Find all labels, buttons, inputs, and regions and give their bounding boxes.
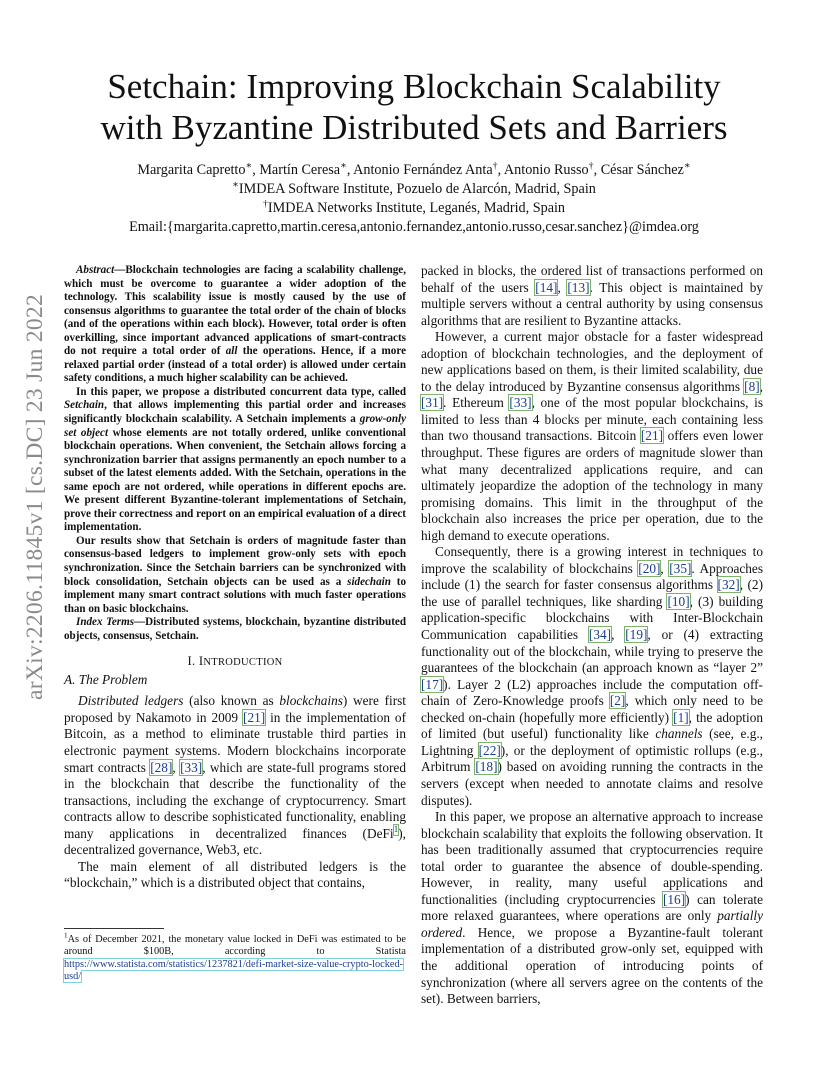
author-name: Antonio Fernández Anta <box>353 162 493 178</box>
text-run: . Ethereum <box>443 395 510 411</box>
text-run: However, a current major obstacle for a faster widespread adoption of blockchain technologies, and the deployment of new applications based on them, is their limited scalability, due to the delay introduced by Byzantine consensus algorithms <box>421 329 763 394</box>
citation-link[interactable]: [16] <box>662 891 686 907</box>
index-terms <box>64 616 406 643</box>
text-run: ), decentralized governance, Web3, etc. <box>64 825 406 858</box>
author-mark: † <box>492 160 498 172</box>
footnote <box>64 931 406 983</box>
text-run: . Hence, we propose a Byzantine-fault tolerant implementation of a distributed grow-only set, equipped with the additional operation of introducing points of synchronization (where all servers agree on the contents of the set). Between barriers, <box>421 924 763 1007</box>
paper-title <box>90 66 738 148</box>
text-run: , <box>759 378 763 394</box>
text-run: , which only need to be checked on-chain (hopefully more efficiently) <box>421 693 763 725</box>
text-run: to implement many smart contract solutions with much faster operations than on basic blockchains. <box>64 575 407 615</box>
title-line-2: with Byzantine Distributed Sets and Barriers <box>100 108 728 147</box>
left-column <box>64 264 406 892</box>
abstract-label: Abstract <box>76 264 115 276</box>
text-run: —Blockchain technologies are facing a scalability challenge, which must be overcome to guarantee a wider adoption of the technology. This scalability issue is mostly caused by the use of consensus algorithms to guarantee the total order of the chain of blocks (and of the operations within each block). However, total order is often overkilling, since important advanced applications of smart-contracts do not require a total order of <box>64 264 406 358</box>
text-run: , one of the most popular blockchains, is limited to less than 4 blocks per minute, each containing less than two thousand transactions. Bitcoin <box>421 395 763 444</box>
footnote-mark: 1 <box>64 931 68 940</box>
author-mark: ∗ <box>245 160 253 172</box>
author-name: Margarita Capretto <box>137 162 246 178</box>
right-column <box>421 263 763 1008</box>
abstract-paragraph <box>64 535 406 616</box>
text-run: , which are state-full programs stored in the blockchain that describe the functionality of the transactions, including the exchange of cryptocurrency. Smart contracts allow to describe sophisticated functionality, enabling many applications in decentralized finances (DeFi <box>64 759 406 841</box>
author-list: Margarita Capretto∗, Martín Ceresa∗, Antonio Fernández Anta†, Antonio Russo†, César Sánchez∗ <box>137 160 691 178</box>
text-run: packed in blocks, the ordered list of transactions performed on behalf of the users <box>421 263 763 295</box>
text-run: . This object is maintained by multiple servers without a central authority by using consensus algorithms that are resilient to Byzantine attacks. <box>421 279 763 328</box>
citation-link[interactable]: [32] <box>717 577 740 593</box>
citation-link[interactable]: [10] <box>667 593 690 609</box>
text-run: ) can tolerate more relaxed guarantees, where operations are only <box>421 891 763 924</box>
author-name: César Sánchez <box>600 162 684 178</box>
section-heading <box>64 654 406 669</box>
text-run: , that allows implementing this partial order and increases significantly blockchain scalability. A Setchain implements a <box>64 399 406 426</box>
index-terms-label: Index Terms <box>76 616 135 629</box>
text-run: In this paper, we propose a distributed concurrent data type, called <box>76 385 406 398</box>
citation-link[interactable]: [33] <box>509 395 532 411</box>
citation-link[interactable]: [17] <box>421 676 444 692</box>
text-run: in the implementation of Bitcoin, as a method to eliminate trustable third parties in electronic payment systems. Modern blockchains incorporate smart contracts <box>64 709 406 775</box>
author-name: Antonio Russo <box>503 162 589 178</box>
text-run: —Distributed systems, blockchain, byzantine distributed objects, consensus, Setchain. <box>64 616 406 642</box>
text-run: , <box>557 279 568 295</box>
text-run: (see, e.g., Lightning <box>421 726 763 758</box>
body-paragraph: The main element of all distributed ledgers is the “blockchain,” which is a distributed object that contains, <box>64 858 406 891</box>
text-run: , <box>172 759 181 775</box>
body-paragraph <box>421 809 763 1008</box>
citation-link[interactable]: [34] <box>588 627 612 643</box>
text-run: the operations. Hence, if a more relaxed partial order (instead of a total order) is allowed under certain safety conditions, a much higher scalability can be achieved. <box>64 345 406 385</box>
citation-link[interactable]: [21] <box>640 428 664 444</box>
affiliation-mark: ∗ <box>232 179 239 191</box>
text-run: , or (4) extracting functionality out of the blockchain, while trying to preserve the guarantees of the blockchain (an approach known as “layer 2” <box>421 627 763 676</box>
author-block <box>90 161 738 237</box>
affiliation-mark: † <box>262 198 268 210</box>
text-run: , (3) building application-specific blockchains with Inter-Blockchain Communication capabilities <box>421 593 763 643</box>
subsection-heading: A. The Problem <box>64 672 148 688</box>
text-run: As of December 2021, the monetary value locked in DeFi was estimated to be around $100B, according to Statista <box>64 934 406 958</box>
text-run: , the adoption of limited (but useful) functionality like <box>421 709 763 742</box>
title-line-1: Setchain: Improving Blockchain Scalability <box>107 67 721 106</box>
text-run: partially ordered <box>421 908 763 940</box>
text-run: whose elements are not totally ordered, unlike conventional blockchain operations. When convenient, the Setchain allows forcing a synchronization barrier that assigns permanently an epoch number to a subset of the latest elements added. With the Setchain, operations in the same epoch are not ordered, while operations in different epochs are. We present different Byzantine-tolerant implementations of Setchain, prove their correctness and report on an empirical evaluation of a direct implementation. <box>64 426 407 534</box>
footnote-url-link[interactable]: https://www.statista.com/statistics/1237821/defi-market-size-value-crypto-locked-usd/ <box>64 958 404 982</box>
affiliation-2 <box>90 199 738 218</box>
text-run: Our results show that Setchain is orders of magnitude faster than consensus-based ledgers to implement grow-only sets with epoch synchronization. Since the Setchain barriers can be synchronized with block consolidation, Setchain objects can be used as a <box>64 534 406 588</box>
affiliation-text: IMDEA Networks Institute, Leganés, Madrid, Spain <box>267 200 566 216</box>
affiliation-text: IMDEA Software Institute, Pozuelo de Alarcón, Madrid, Spain <box>238 181 596 197</box>
author-mark: ∗ <box>683 160 691 172</box>
text-run: grow-only set object <box>64 413 406 439</box>
citation-link[interactable]: [14] <box>535 279 558 295</box>
text-run: , (2) the use of parallel techniques, like sharding <box>421 577 763 609</box>
text-run: (also known as <box>183 693 280 709</box>
body-paragraph <box>421 329 763 544</box>
text-run: ). Layer 2 (L2) approaches include the computation off-chain of Zero-Knowledge proofs <box>421 676 763 709</box>
citation-link[interactable]: [1] <box>673 709 689 725</box>
text-run: , <box>611 627 626 643</box>
arxiv-id: arXiv:2206.11845v1 [cs.DC] 23 Jun 2022 <box>22 293 48 700</box>
text-run: . Approaches include (1) the search for faster consensus algorithms <box>421 560 763 593</box>
footnote-link[interactable]: 1 <box>393 825 399 836</box>
text-run: Consequently, there is a growing interest in techniques to improve the scalability of blockchains <box>421 544 763 576</box>
section-title-rest: NTRODUCTION <box>203 657 283 669</box>
citation-link[interactable]: [28] <box>150 759 173 775</box>
arxiv-stamp <box>22 290 48 700</box>
text-run: all <box>225 345 238 358</box>
text-run: sidechain <box>347 575 391 588</box>
author-email: Email:{margarita.capretto,martin.ceresa,antonio.fernandez,antonio.russo,cesar.sanchez}@imdea.org <box>129 219 699 235</box>
citation-link[interactable]: [8] <box>744 378 760 394</box>
text-run: , <box>660 560 670 576</box>
text-run: In this paper, we propose an alternative approach to increase blockchain scalability that exploits the following observation. It has been traditionally assumed that cryptocurrencies require total order to guarantee the absence of double-spending. However, in reality, many useful applications and functionalities (including cryptocurrencies <box>421 809 763 907</box>
author-mark: † <box>588 160 594 172</box>
text-run: offers even lower throughput. These figures are orders of magnitude slower than what many decentralized applications require, and can ultimately jeopardize the adoption of the technology in many promising domains. This limit in the throughput of the blockchain also increases the price per operation, due to the high demand to execute operations. <box>421 428 763 543</box>
author-mark: ∗ <box>340 160 347 172</box>
section-title-initial: I <box>198 654 204 669</box>
citation-link[interactable]: [22] <box>478 742 501 758</box>
affiliation-1 <box>90 180 738 199</box>
text-run: blockchains <box>279 693 343 709</box>
citation-link[interactable]: [18] <box>475 759 498 775</box>
text-run: ), or the deployment of optimistic rollups (e.g., Arbitrum <box>421 742 763 775</box>
body-paragraph <box>64 693 406 858</box>
citation-link[interactable]: [33] <box>180 759 203 775</box>
text-run: Setchain <box>64 399 105 412</box>
text-run: Distributed ledgers <box>78 693 184 709</box>
citation-link[interactable]: [20] <box>638 560 661 576</box>
citation-link[interactable]: [13] <box>567 279 590 295</box>
author-name: Martín Ceresa <box>259 162 341 178</box>
text-run: ) were first proposed by Nakamoto in 2009 <box>64 693 406 725</box>
abstract-paragraph <box>64 264 406 386</box>
citation-link[interactable]: [19] <box>625 627 648 643</box>
footnote-divider <box>64 928 164 929</box>
text-run: channels <box>655 726 703 742</box>
text-run: ) based on avoiding running the contracts in the servers (except when needed to annotate claims and resolve disputes). <box>421 759 763 808</box>
citation-link[interactable]: [21] <box>243 709 266 725</box>
abstract-paragraph <box>64 386 406 535</box>
section-number: I. <box>187 654 199 669</box>
body-paragraph <box>421 263 763 329</box>
citation-link[interactable]: [35] <box>669 560 692 576</box>
citation-link[interactable]: [2] <box>609 693 626 709</box>
citation-link[interactable]: [31] <box>421 395 444 411</box>
body-paragraph <box>421 544 763 809</box>
